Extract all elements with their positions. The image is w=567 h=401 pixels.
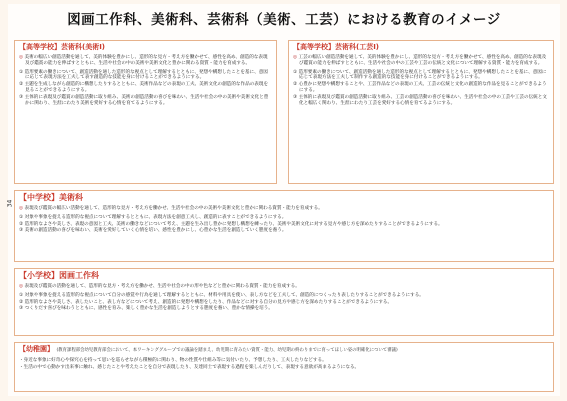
list-item-text: つくりだす喜びを味わうとともに、感性を育み、楽しく豊かな生活を創造しようとする態度を養い、豊かな情操を培う。 <box>24 306 273 312</box>
list-item-text: 主体的に表現及び鑑賞の創造活動に取り組み、工芸の創造活動の喜びを味わい、生活や社会の中の工芸や工芸の伝統と文化と幅広く関わり、生涯にわたり工芸を愛好する心情を育てるようにする。 <box>298 94 547 106</box>
section-goal: ◎ 美術の幅広い創造活動を通して、美的体験を豊かにし、造形的な見方・考え方を働かせて、感性を高め、創造的な表現及び鑑賞の能力を伸ばすとともに、生活や社会の中の美術や美術文化と豊かに関わる資質・能力を育成する。 <box>19 55 272 67</box>
list-item: ① 対象や事象を捉える造形的な視点について自分の感覚や行為を通して理解するとともに、材料や用具を使い、表し方などを工夫して、創造的につくったり表したりすることができるようにする。 <box>19 292 424 298</box>
list-item-text: 造形的なよさや美しさ、表したいこと、表し方などについて考え、創造的に発想や構想をしたり、作品などに対する自分の見方や感じ方を深めたりすることができるようにする。 <box>24 299 393 305</box>
list-item: ② 心豊かに発想や構想することや、工芸作品などの表現の工夫、工芸の伝統と文化の創造的な作品を見ることができるようにする。 <box>293 82 547 93</box>
list-item-text: 身近な事象に好奇心や探究心を持って思いを巡らせながら積極的に関わり、物の性質や仕組み等に気付いたり、予想したり、工夫したりなどする。 <box>23 358 327 363</box>
list-item-text: 主題を生成しながら創造的に構想したりするとともに、美術作品などの表現の工夫、美術文化の創造的な作品の表現を見ることができるようにする。 <box>24 82 269 93</box>
list-item: ③ 主体的に表現及び鑑賞の創造活動に取り組み、美術の創造活動の喜びを味わい、生活や社会の中の美術や美術文化と豊かに関わり、生涯にわたり美術を愛好する心情を育てるようにする。 <box>19 94 269 106</box>
list-item: ② 造形的なよさや美しさ、表したいこと、表し方などについて考え、創造的に発想や構想をしたり、作品などに対する自分の見方や感じ方を深めたりすることができるようにする。 <box>19 299 393 305</box>
document-page <box>8 4 560 396</box>
list-item-text: 造形的なよさや美しさ、表現の意図と工夫、美術の働きなどについて考え、主題を生み出し豊かに発想し構想を練ったり、美術や美術文化に対する見方や感じ方を深めたりすることができるようにする。 <box>24 221 443 227</box>
section-title: 【幼稚園】 <box>19 345 54 353</box>
list-item-text: 造形要素の働きについて、創造活動を通した造形的な視点として理解するとともに、発想や構想したことを基に、意図に応じて表現方法を工夫して表す創造的な技能を身に付けることができるようにする。 <box>24 69 268 81</box>
list-item-text: 美術の創造活動の喜びを味わい、美術を愛好していく心情を培い、感性を豊かにし、心豊かな生活を創造していく態度を養う。 <box>24 228 287 234</box>
list-item: ③ 主体的に表現及び鑑賞の創造活動に取り組み、工芸の創造活動の喜びを味わい、生活や社会の中の工芸や工芸の伝統と文化と幅広く関わり、生涯にわたり工芸を愛好する心情を育てるようにする。 <box>293 94 547 106</box>
section-kindergarten <box>14 342 554 392</box>
list-item: ③ つくりだす喜びを味わうとともに、感性を育み、楽しく豊かな生活を創造しようとする態度を養い、豊かな情操を培う。 <box>19 306 273 312</box>
list-item-text: 主体的に表現及び鑑賞の創造活動に取り組み、美術の創造活動の喜びを味わい、生活や社会の中の美術や美術文化と豊かに関わり、生涯にわたり美術を愛好する心情を育てるようにする。 <box>24 94 269 106</box>
list-item: ② 造形的なよさや美しさ、表現の意図と工夫、美術の働きなどについて考え、主題を生み出し豊かに発想し構想を練ったり、美術や美術文化に対する見方や感じ方を深めたりすることができるようにする。 <box>19 221 443 227</box>
section-hs-craft <box>288 40 554 184</box>
list-item: ・身近な事象に好奇心や探究心を持って思いを巡らせながら積極的に関わり、物の性質や仕組み等に気付いたり、予想したり、工夫したりなどする。 <box>19 358 327 363</box>
list-item-text: 心豊かに発想や構想することや、工芸作品などの表現の工夫、工芸の伝統と文化の創造的な作品を見ることができるようにする。 <box>298 82 547 93</box>
list-item: ① 対象や事象を捉える造形的な視点について理解するとともに、表現方法を創意工夫し、創造的に表すことができるようにする。 <box>19 214 287 220</box>
list-item: ① 造形要素の働きについて、創造活動を通した造形的な視点として理解するとともに、発想や構想したことを基に、意図に応じて表現方法を工夫して制作する創造的な技能を身に付けることができるようにする。 <box>293 69 547 81</box>
section-goal: ◎ 表現及び鑑賞の幅広い活動を通して、造形的な見方・考え方を働かせ、生活や社会の中の美術や美術文化と豊かに関わる資質・能力を育成する。 <box>19 206 549 212</box>
section-note: (教育課程部会幼児教育部会において、本ワーキンググループでの議論を踏まえ、幼児期に育みたい資質・能力、幼児期の終わりまでに育ってほしい姿の明確化について審議) <box>56 348 398 353</box>
page-title: 図画工作科、美術科、芸術科（美術、工芸）における教育のイメージ <box>67 12 501 28</box>
section-hs-art <box>14 40 277 184</box>
section-goal: ◎ 表現及び鑑賞の活動を通して、造形的な見方・考え方を働かせ、生活や社会の中の形や色などと豊かに関わる資質・能力を育成する。 <box>19 284 549 290</box>
list-item-text: 造形要素の働きについて、創造活動を通した造形的な視点として理解するとともに、発想や構想したことを基に、意図に応じて表現方法を工夫して制作する創造的な技能を身に付けることができるようにする。 <box>298 69 547 81</box>
section-header: 【中学校】美術科 <box>19 193 83 202</box>
list-item-text: 対象や事象を捉える造形的な視点について自分の感覚や行為を通して理解するとともに、材料や用具を使い、表し方などを工夫して、創造的につくったり表したりすることができるようにする。 <box>24 292 424 298</box>
list-item-text: 生活の中で心動かす出来事に触れ、感じたことや考えたことを自分で表現したり、友達同士で表現する過程を楽しんだりして、表現する意欲が高まるようになる。 <box>23 364 360 370</box>
section-header: 【小学校】図画工作科 <box>19 271 99 280</box>
section-header: 【高等学校】芸術科(工芸Ⅰ) <box>293 43 380 51</box>
section-header <box>19 345 549 355</box>
page-number: 34 <box>6 199 14 208</box>
section-header: 【高等学校】芸術科(美術Ⅰ) <box>19 43 106 51</box>
list-item: ① 造形要素の働きについて、創造活動を通した造形的な視点として理解するとともに、発想や構想したことを基に、意図に応じて表現方法を工夫して表す創造的な技能を身に付けることができるようにする。 <box>19 69 268 81</box>
list-item: ・生活の中で心動かす出来事に触れ、感じたことや考えたことを自分で表現したり、友達同士で表現する過程を楽しんだりして、表現する意欲が高まるようになる。 <box>19 364 360 370</box>
list-item: ② 主題を生成しながら創造的に構想したりするとともに、美術作品などの表現の工夫、美術文化の創造的な作品の表現を見ることができるようにする。 <box>19 82 269 93</box>
list-item: ③ 美術の創造活動の喜びを味わい、美術を愛好していく心情を培い、感性を豊かにし、心豊かな生活を創造していく態度を養う。 <box>19 228 287 234</box>
list-item-text: 対象や事象を捉える造形的な視点について理解するとともに、表現方法を創意工夫し、創造的に表すことができるようにする。 <box>24 214 287 220</box>
section-elementary <box>14 268 554 336</box>
section-goal: ◎ 工芸の幅広い創造活動を通して、美的体験を豊かにし、造形的な見方・考え方を働かせて、感性を高め、創造的な表現及び鑑賞の能力を伸ばすとともに、生活や社会の中の工芸や工芸の伝統と文化について理解する資質・能力を育成する。 <box>293 55 549 67</box>
section-junior-high <box>14 190 554 262</box>
